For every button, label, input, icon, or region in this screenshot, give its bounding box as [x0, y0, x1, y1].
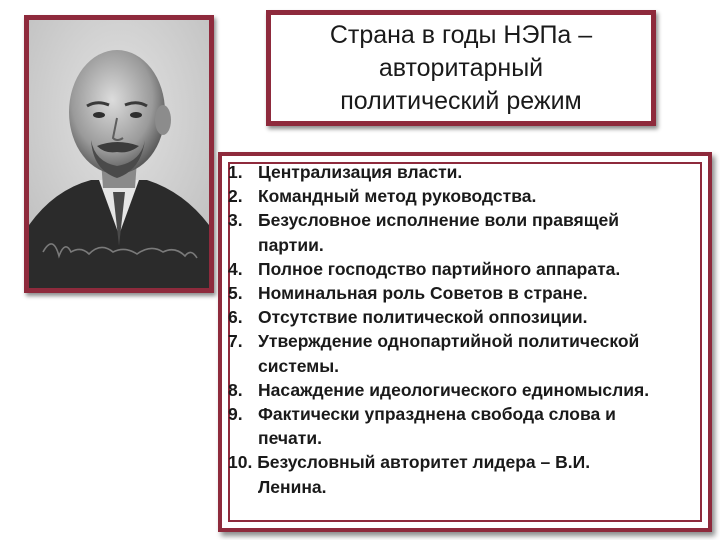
item-number: 1.: [228, 162, 243, 182]
item-text: партии.: [258, 234, 324, 255]
item-text: Номинальная роль Советов в стране.: [258, 283, 588, 304]
item-text: Безусловное исполнение воли правящей: [258, 210, 619, 231]
item-number: 2.: [228, 186, 243, 207]
list-item: [228, 305, 706, 329]
portrait-image: [29, 20, 209, 288]
list-item: [228, 402, 706, 450]
item-number: 9.: [228, 404, 243, 425]
title-box: [266, 10, 656, 126]
principles-list: [228, 160, 706, 499]
portrait-photo: [24, 15, 214, 293]
item-text: Полное господство партийного аппарата.: [258, 258, 621, 279]
item-number: 5.: [228, 283, 243, 304]
item-text: Отсутствие политической оппозиции.: [258, 307, 588, 328]
item-number: 6.: [228, 307, 243, 328]
list-item: [228, 160, 706, 184]
item-text: Централизация власти.: [258, 162, 463, 182]
item-text: Фактически упразднена свобода слова и: [258, 404, 616, 425]
list-item: [228, 184, 706, 208]
list-item: [228, 378, 706, 402]
item-number: 3.: [228, 210, 243, 231]
item-text: Насаждение идеологического единомыслия.: [258, 379, 650, 400]
item-number: 8.: [228, 379, 243, 400]
item-text: системы.: [258, 355, 340, 376]
item-text: Командный метод руководства.: [258, 186, 537, 207]
title-line: политический режим: [340, 86, 582, 115]
list-item: [228, 257, 706, 281]
list-item: [228, 450, 706, 498]
list-item: [228, 208, 706, 256]
list-item: [228, 329, 706, 377]
item-text: Безусловный авторитет лидера – В.И.: [257, 452, 591, 473]
title-line: авторитарный: [378, 53, 544, 82]
item-number: 7.: [228, 331, 243, 352]
item-number: 10.: [228, 452, 253, 473]
list-item: [228, 281, 706, 305]
item-text: Ленина.: [258, 476, 327, 497]
page-title: [271, 19, 651, 118]
title-line: Страна в годы НЭПа –: [329, 20, 593, 49]
item-number: 4.: [228, 258, 243, 279]
item-text: Утверждение однопартийной политической: [258, 331, 640, 352]
item-text: печати.: [258, 428, 322, 449]
